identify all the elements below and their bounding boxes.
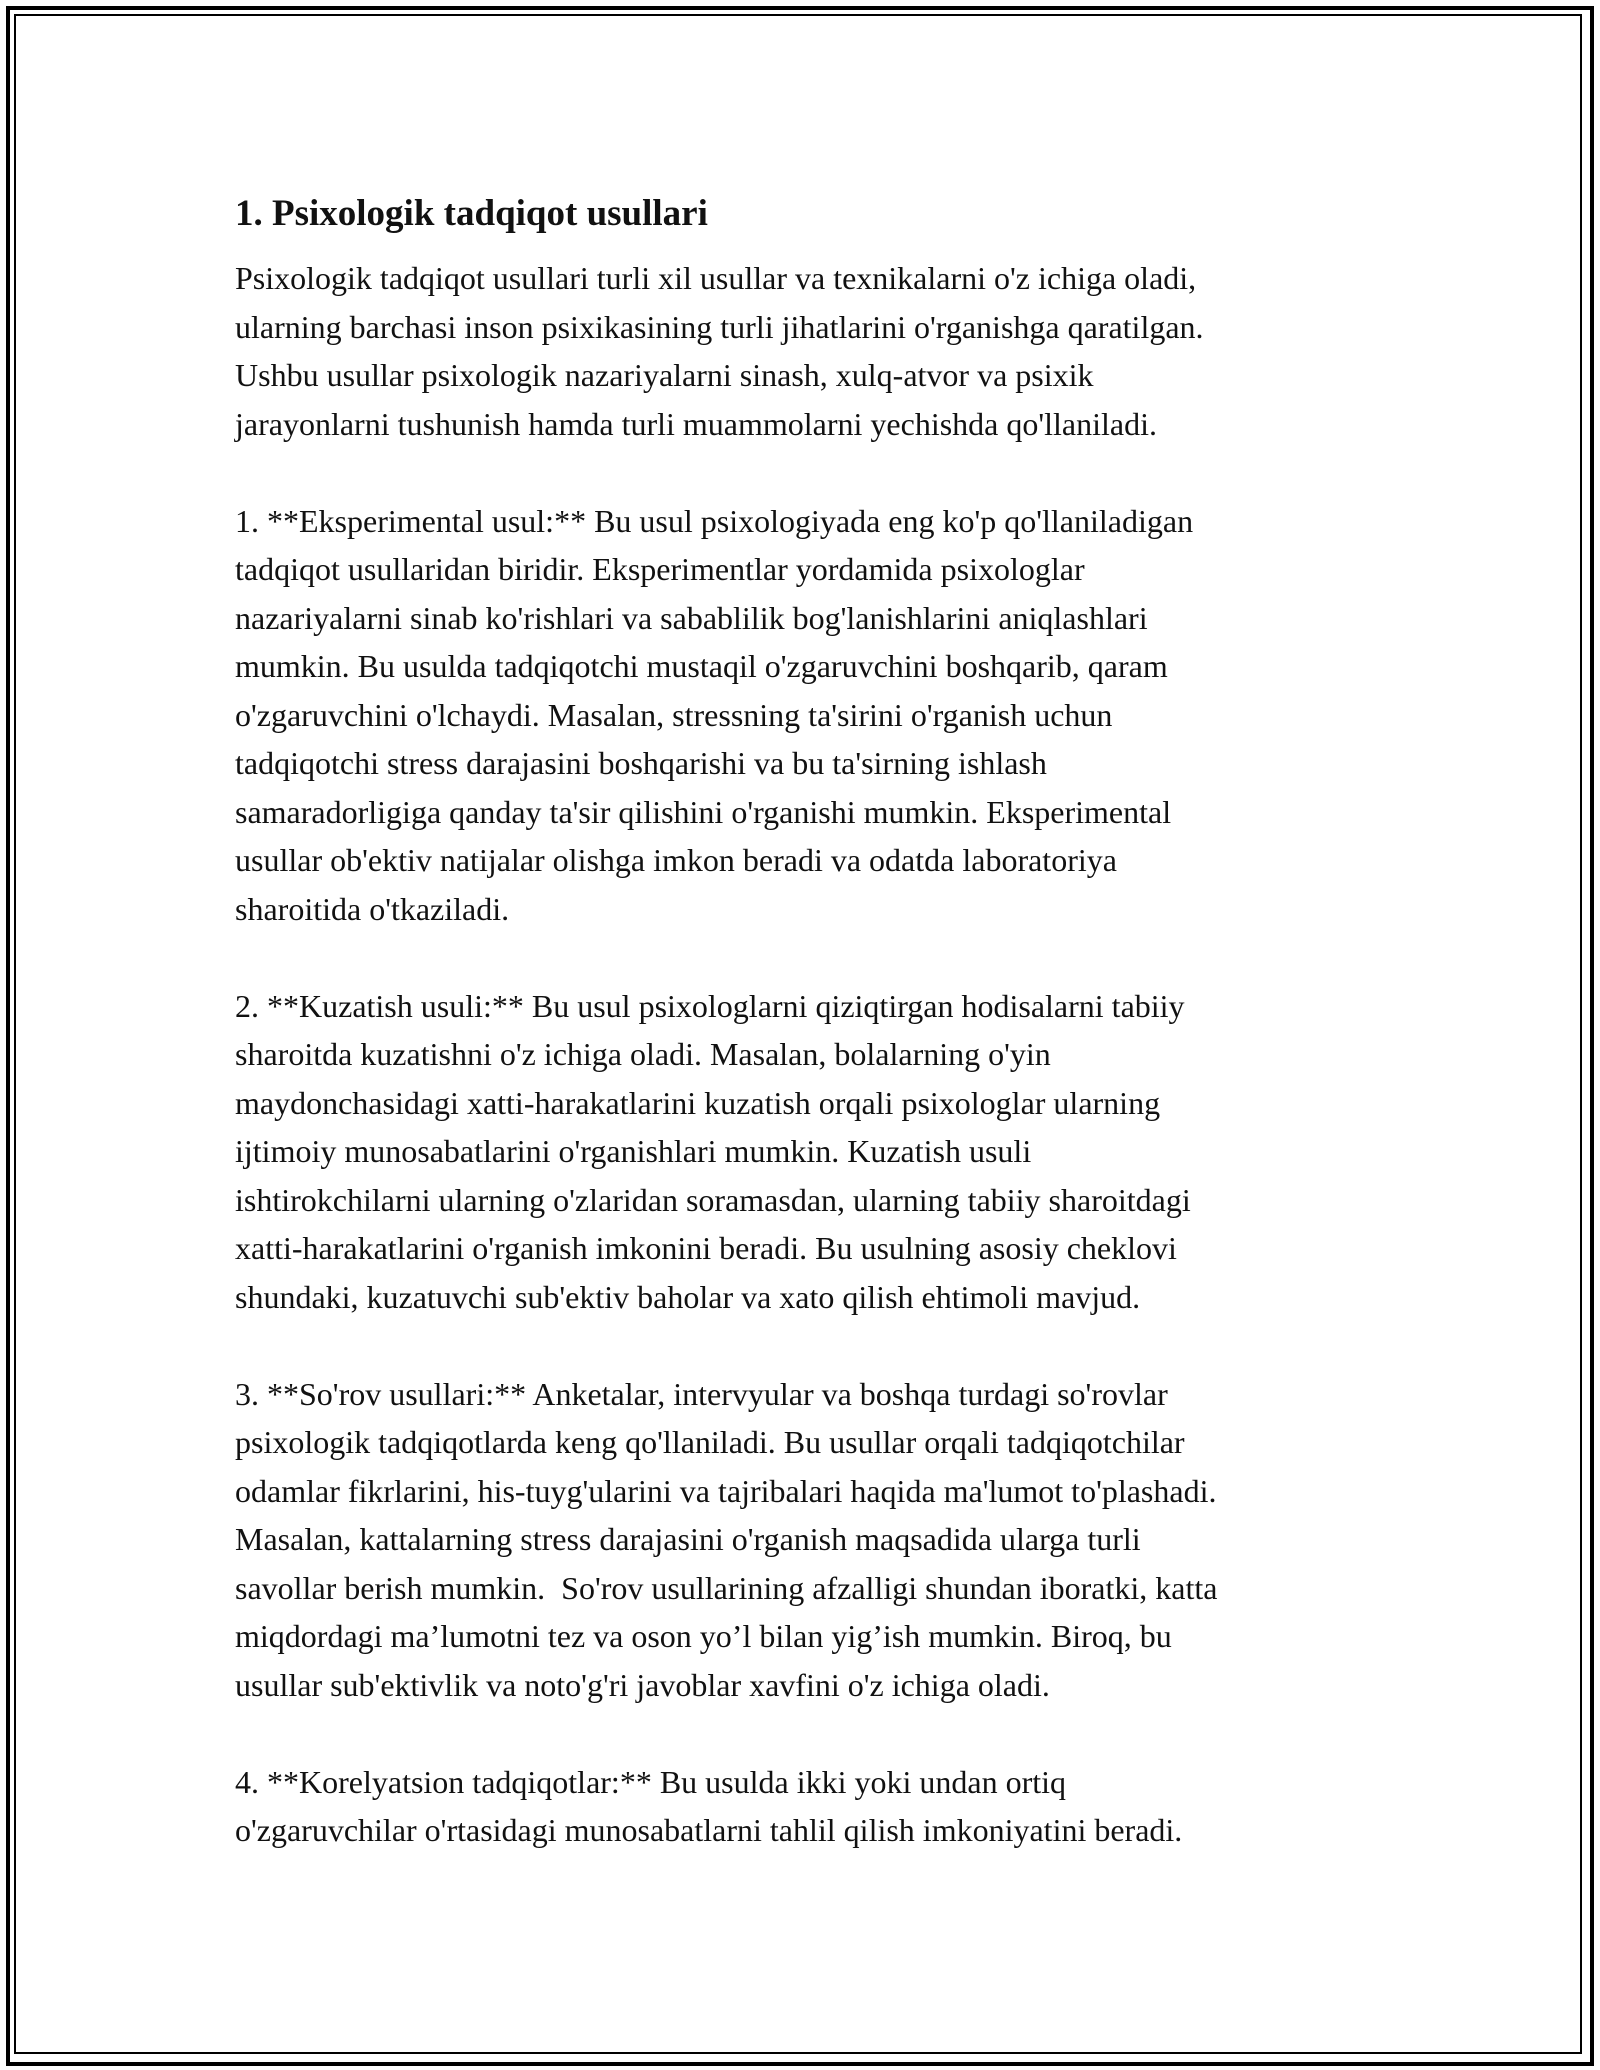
text-line: ularning barchasi inson psixikasining turli jihatlarini o'rganishga qaratilgan.: [235, 308, 1204, 345]
text-line: o'zgaruvchilar o'rtasidagi munosabatlarni tahlil qilish imkoniyatini beradi.: [235, 1812, 1183, 1848]
text-line: tadqiqotchi stress darajasini boshqarishi va bu ta'sirning ishlash: [235, 745, 1047, 781]
text-line: Ushbu usullar psixologik nazariyalarni sinash, xulq-atvor va psixik: [235, 357, 1094, 393]
text-line: tadqiqot usullaridan biridir. Eksperimentlar yordamida psixologlar: [235, 551, 1085, 587]
text-line: mumkin. Bu usulda tadqiqotchi mustaqil o'zgaruvchini boshqarib, qaram: [235, 648, 1168, 684]
section-title: 1. Psixologik tadqiqot usullari: [235, 193, 708, 234]
text-line: usullar ob'ektiv natijalar olishga imkon beradi va odatda laboratoriya: [235, 842, 1117, 878]
text-line: 2. **Kuzatish usuli:** Bu usul psixologlarni qiziqtirgan hodisalarni tabiiy: [235, 987, 1185, 1024]
survey-method-paragraph: [235, 1370, 1370, 1710]
text-line: maydonchasidagi xatti-harakatlarini kuzatish orqali psixologlar ularning: [235, 1084, 1161, 1121]
observation-method-paragraph: [235, 982, 1370, 1322]
text-line: nazariyalarni sinab ko'rishlari va sabablilik bog'lanishlarini aniqlashlari: [235, 599, 1148, 636]
text-line: o'zgaruvchini o'lchaydi. Masalan, stressning ta'sirini o'rganish uchun: [235, 696, 1113, 733]
text-line: usullar sub'ektivlik va noto'g'ri javoblar xavfini o'z ichiga oladi.: [235, 1666, 1050, 1703]
text-line: Masalan, kattalarning stress darajasini o'rganish maqsadida ularga turli: [235, 1521, 1141, 1557]
text-line: samaradorligiga qanday ta'sir qilishini o'rganishi mumkin. Eksperimental: [235, 793, 1172, 830]
text-line: xatti-harakatlarini o'rganish imkonini beradi. Bu usulning asosiy cheklovi: [235, 1230, 1177, 1266]
experimental-method-paragraph: [235, 497, 1370, 934]
text-line: 4. **Korelyatsion tadqiqotlar:** Bu usulda ikki yoki undan ortiq: [235, 1763, 1067, 1800]
text-line: psixologik tadqiqotlarda keng qo'llaniladi. Bu usullar orqali tadqiqotchilar: [235, 1424, 1185, 1460]
text-line: sharoitida o'tkaziladi.: [235, 890, 510, 927]
correlational-research-paragraph: [235, 1758, 1370, 1855]
text-line: savollar berish mumkin. So'rov usullarining afzalligi shundan iboratki, katta: [235, 1569, 1218, 1606]
text-line: 1. **Eksperimental usul:** Bu usul psixologiyada eng ko'p qo'llaniladigan: [235, 502, 1194, 539]
text-line: ijtimoiy munosabatlarini o'rganishlari mumkin. Kuzatish usuli: [235, 1133, 1032, 1169]
text-line: sharoitda kuzatishni o'z ichiga oladi. Masalan, bolalarning o'yin: [235, 1036, 1051, 1072]
text-line: shundaki, kuzatuvchi sub'ektiv baholar va xato qilish ehtimoli mavjud.: [235, 1278, 1141, 1315]
text-line: jarayonlarni tushunish hamda turli muammolarni yechishda qo'llaniladi.: [235, 405, 1157, 442]
text-line: miqdordagi ma’lumotni tez va oson yo’l bilan yig’ish mumkin. Biroq, bu: [235, 1618, 1172, 1654]
document-body: [235, 186, 1370, 1903]
text-line: ishtirokchilarni ularning o'zlaridan soramasdan, ularning tabiiy sharoitdagi: [235, 1181, 1191, 1218]
text-line: Psixologik tadqiqot usullari turli xil usullar va texnikalarni o'z ichiga oladi,: [235, 260, 1197, 296]
text-line: 3. **So'rov usullari:** Anketalar, intervyular va boshqa turdagi so'rovlar: [235, 1375, 1168, 1412]
text-line: odamlar fikrlarini, his-tuyg'ularini va tajribalari haqida ma'lumot to'plashadi.: [235, 1472, 1217, 1509]
intro-paragraph: [235, 254, 1370, 448]
